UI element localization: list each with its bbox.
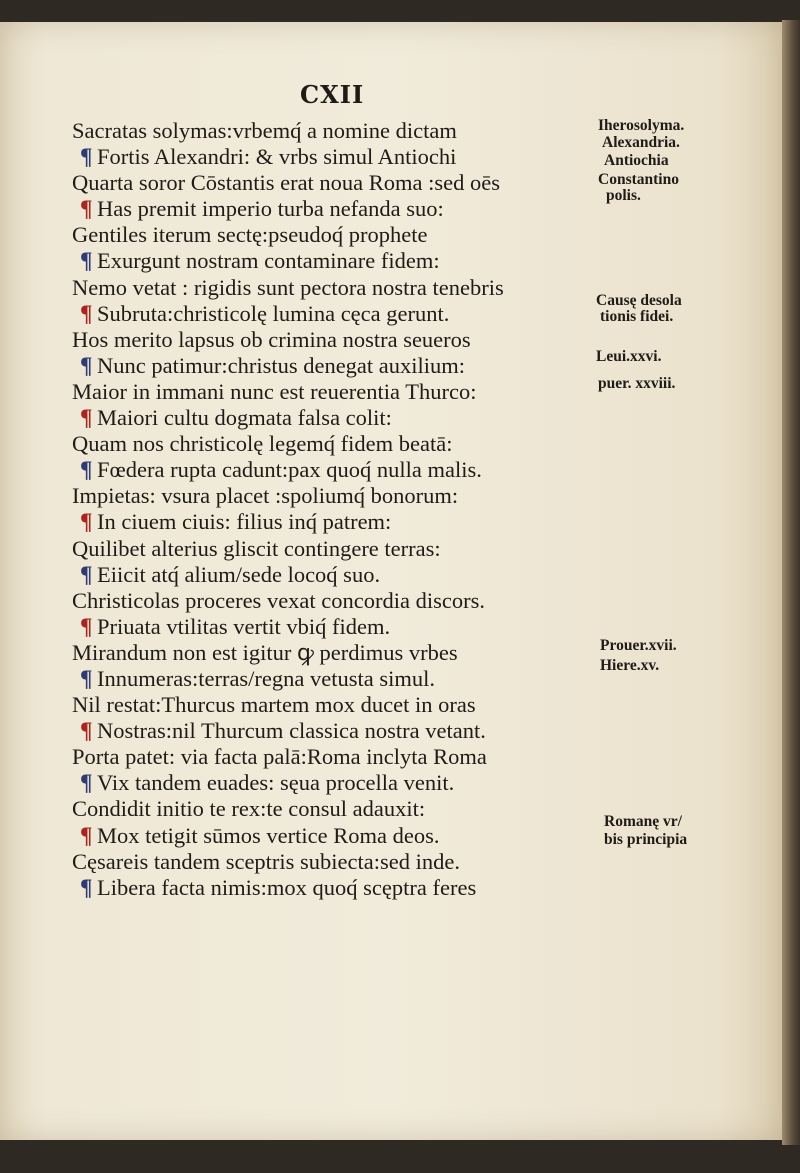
pilcrow-rubric-icon: ¶ — [80, 248, 93, 274]
verse-text: Fœdera rupta cadunt:pax quoq́ nulla malis. — [97, 457, 482, 483]
verse-line — [72, 875, 592, 901]
verse-line — [72, 275, 592, 301]
verse-line — [72, 170, 592, 196]
pilcrow-rubric-icon: ¶ — [80, 457, 93, 483]
verse-text: Cęsareis tandem sceptris subiecta:sed inde. — [72, 848, 461, 874]
verse-text: Condidit initio te rex:te consul adauxit: — [72, 796, 426, 822]
verse-line — [72, 823, 592, 849]
marginal-note — [596, 349, 661, 365]
verse-line — [72, 718, 592, 744]
marginal-note-line: Antiochia — [604, 152, 669, 169]
verse-text: Subruta:christicolę lumina cęca gerunt. — [97, 300, 450, 326]
verse-line — [72, 118, 592, 144]
verse-text: Fortis Alexandri: & vrbs simul Antiochi — [97, 144, 457, 170]
marginal-note-line: Iherosolyma. — [598, 117, 685, 134]
verse-text: Hos merito lapsus ob crimina nostra seueros — [72, 326, 471, 352]
verse-text: Maior in immani nunc est reuerentia Thurco: — [72, 378, 477, 404]
verse-line — [72, 509, 592, 535]
marginal-note-line: Romanę vr/ — [604, 813, 682, 830]
pilcrow-rubric-icon: ¶ — [80, 613, 93, 639]
verse-text: Gentiles iterum sectę:pseudoq́ prophete — [72, 222, 428, 248]
verse-line — [72, 248, 592, 274]
verse-line — [72, 562, 592, 588]
verse-line — [72, 666, 592, 692]
folio-number: CXII — [300, 80, 365, 109]
verse-text: Vix tandem euades: sęua procella venit. — [97, 770, 455, 796]
pilcrow-rubric-icon: ¶ — [80, 770, 93, 796]
verse-text: Nil restat:Thurcus martem mox ducet in oras — [72, 692, 476, 718]
verse-line — [72, 353, 592, 379]
pilcrow-rubric-icon: ¶ — [80, 405, 93, 431]
verse-text: Has premit imperio turba nefanda suo: — [97, 196, 444, 222]
pilcrow-rubric-icon: ¶ — [80, 144, 93, 170]
marginal-note-line: Leui.xxvi. — [596, 348, 662, 365]
marginal-note-line: Alexandria. — [602, 134, 680, 151]
verse-text: Maiori cultu dogmata falsa colit: — [97, 405, 392, 431]
pilcrow-rubric-icon: ¶ — [80, 196, 93, 222]
marginal-note — [598, 376, 675, 392]
pilcrow-rubric-icon: ¶ — [80, 352, 93, 378]
verse-line — [72, 849, 592, 875]
verse-line — [72, 196, 592, 222]
marginal-note-line: bis principia — [604, 831, 688, 848]
verse-text: Mox tetigit sūmos vertice Roma deos. — [97, 822, 440, 848]
pilcrow-rubric-icon: ¶ — [80, 665, 93, 691]
verse-text: Libera facta nimis:mox quoq́ scęptra feres — [97, 874, 477, 900]
verse-text: Innumeras:terras/regna vetusta simul. — [97, 665, 436, 691]
verse-line — [72, 457, 592, 483]
verse-text: Christicolas proceres vexat concordia discors. — [72, 587, 485, 613]
verse-line — [72, 744, 592, 770]
verse-text: Nostras:nil Thurcum classica nostra vetant. — [97, 718, 486, 744]
verse-text: Porta patet: via facta palā:Roma inclyta Roma — [72, 744, 487, 770]
marginal-note — [604, 814, 687, 848]
page-edge — [782, 20, 800, 1145]
pilcrow-rubric-icon: ¶ — [80, 509, 93, 535]
verse-line — [72, 770, 592, 796]
verse-line — [72, 327, 592, 353]
marginal-note — [596, 293, 682, 325]
marginal-note-line: Hiere.xv. — [600, 657, 660, 674]
pilcrow-rubric-icon: ¶ — [80, 718, 93, 744]
marginal-note-line: Causę desola — [596, 292, 682, 309]
marginal-note-line: puer. xxviii. — [598, 375, 676, 392]
verse-text: Nemo vetat : rigidis sunt pectora nostra tenebris — [72, 274, 504, 300]
verse-text: Mirandum non est igitur ꝙ perdimus vrbes — [72, 639, 458, 665]
pilcrow-rubric-icon: ¶ — [80, 561, 93, 587]
verse-line — [72, 222, 592, 248]
verse-line — [72, 144, 592, 170]
pilcrow-rubric-icon: ¶ — [80, 874, 93, 900]
pilcrow-rubric-icon: ¶ — [80, 300, 93, 326]
verse-text: In ciuem ciuis: filius inq́ patrem: — [97, 509, 392, 535]
verse-text: Quam nos christicolę legemq́ fidem beatā: — [72, 431, 453, 457]
verse-line — [72, 640, 592, 666]
verse-text: Quilibet alterius gliscit contingere terras: — [72, 535, 441, 561]
marginal-note-line: Constantino — [598, 171, 679, 188]
verse-text: Exurgunt nostram contaminare fidem: — [97, 248, 440, 274]
verse-line — [72, 483, 592, 509]
verse-line — [72, 796, 592, 822]
marginal-note — [600, 638, 677, 674]
marginal-note-line: tionis fidei. — [600, 308, 674, 325]
verse-text: Sacratas solymas:vrbemq́ a nomine dictam — [72, 118, 457, 143]
pilcrow-rubric-icon: ¶ — [80, 822, 93, 848]
verse-line — [72, 614, 592, 640]
verse-line — [72, 588, 592, 614]
verse-text: Impietas: vsura placet :spoliumq́ bonorum: — [72, 483, 459, 509]
verse-column — [72, 118, 592, 901]
verse-line — [72, 536, 592, 562]
marginal-note-line: Prouer.xvii. — [600, 637, 677, 654]
verse-text: Priuata vtilitas vertit vbiq́ fidem. — [97, 613, 391, 639]
verse-line — [72, 692, 592, 718]
marginal-note — [598, 118, 684, 204]
verse-line — [72, 431, 592, 457]
verse-line — [72, 379, 592, 405]
verse-text: Quarta soror Cōstantis erat noua Roma :sed oēs — [72, 170, 501, 196]
marginal-note-line: polis. — [606, 187, 641, 204]
verse-line — [72, 301, 592, 327]
verse-text: Eiicit atq́ alium/sede locoq́ suo. — [97, 561, 381, 587]
verse-line — [72, 405, 592, 431]
verse-text: Nunc patimur:christus denegat auxilium: — [97, 352, 466, 378]
